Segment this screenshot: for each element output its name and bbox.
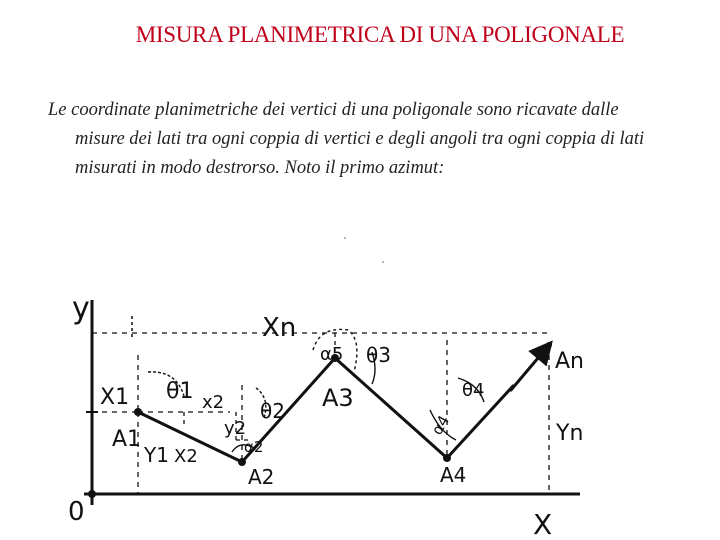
label-y2: y2: [224, 418, 247, 439]
label-alpha2: α2: [244, 438, 264, 456]
page-title: MISURA PLANIMETRICA DI UNA POLIGONALE: [135, 22, 625, 47]
label-alpha5: α5: [320, 344, 344, 365]
label-a3: A3: [322, 384, 354, 412]
angle-arcs: [148, 329, 484, 452]
label-theta4: θ4: [462, 380, 485, 401]
label-theta2: θ2: [260, 399, 285, 423]
label-xn: Xn: [262, 313, 297, 343]
origin-point: [88, 490, 96, 498]
origin-label: 0: [68, 497, 85, 527]
label-yn: Yn: [556, 421, 584, 446]
label-an: An: [555, 349, 584, 374]
paragraph-line-1: Le coordinate planimetriche dei vertici di una poligonale sono ricavate dalle: [48, 100, 619, 120]
vertex-a1: [134, 408, 142, 416]
label-x2-top: x2: [202, 392, 225, 413]
y-axis-label: y: [72, 291, 90, 326]
paragraph-line-2: misure dei lati tra ogni coppia di vertici e degli angoli tra ogni coppia di lati: [75, 129, 645, 149]
x-axis-label: X: [533, 508, 553, 540]
vertex-an: [546, 342, 552, 348]
label-theta3: θ3: [366, 343, 391, 367]
label-a1: A1: [112, 427, 142, 452]
label-x2-low: X2: [174, 446, 198, 467]
paragraph-line-3: misurati in modo destrorso. Noto il primo azimut:: [75, 158, 445, 178]
label-alpha4: α4: [427, 412, 454, 439]
label-a2: A2: [248, 465, 275, 489]
vertex-a4: [443, 454, 451, 462]
speck-2: [382, 261, 384, 263]
label-y1: Y1: [144, 443, 169, 467]
label-theta1: θ1: [166, 379, 194, 404]
label-a4: A4: [440, 463, 467, 487]
vertex-a2: [238, 458, 246, 466]
label-x1: X1: [100, 385, 130, 410]
speck-1: [344, 237, 346, 239]
